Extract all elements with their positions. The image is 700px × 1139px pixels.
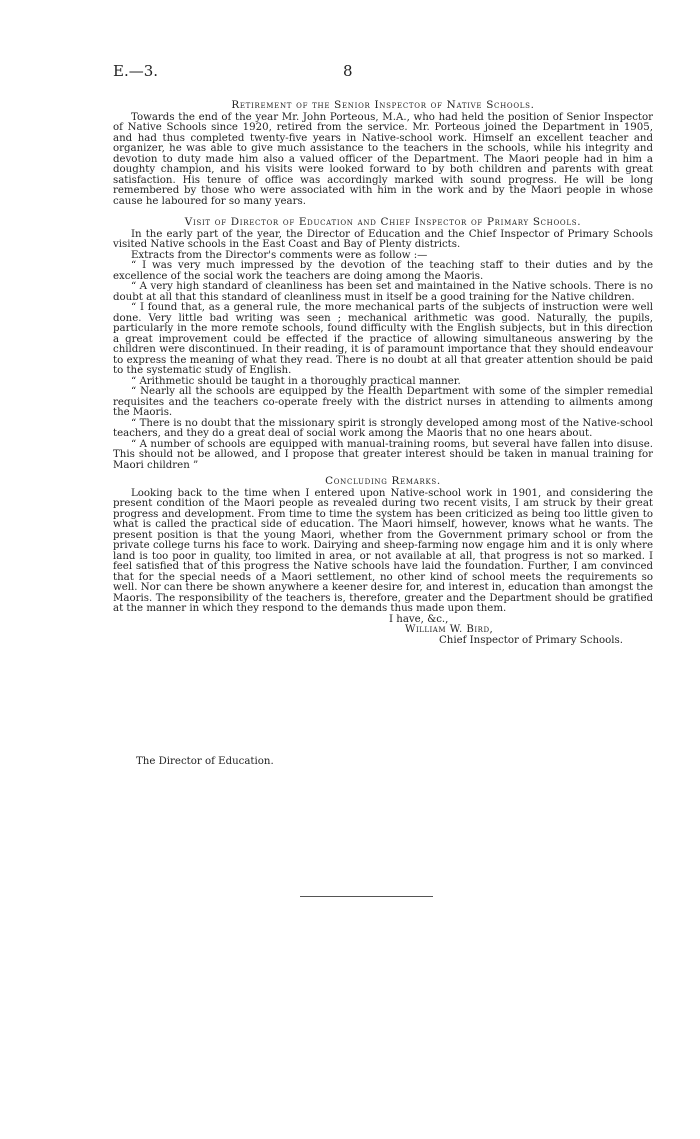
paragraph: Extracts from the Director's comments were as follow :—	[131, 249, 428, 261]
signature-block	[113, 615, 653, 647]
section-heading: Visit of Director of Education and Chief Inspector of Primary Schools.	[184, 216, 582, 228]
section-visit	[113, 217, 653, 471]
page-number: 8	[343, 62, 353, 80]
paragraph: Towards the end of the year Mr. John Porteous, M.A., who had held the position of Senior Inspector of Native Schools since 1920, retired from the service. Mr. Porteous joined the Department in 1905, and had thus completed twenty-five years in Native-school work. Himself an excellent teacher and organizer, he was able to give much assistance to the teachers in the schools, while his integrity and devotion to duty made him also a valued officer of the Department. The Maori people had in him a doughty champion, and his visits were looked forward to by both children and parents with great satisfaction. His tenure of office was accordingly marked with sound progress. He will be long remembered by those who were associated with him in the work and by the Maori people in whose cause he laboured for so many years.	[113, 111, 653, 207]
report-code: E.—3.	[113, 62, 159, 80]
paragraph: In the early part of the year, the Director of Education and the Chief Inspector of Primary Schools visited Native schools in the East Coast and Bay of Plenty districts.	[113, 228, 653, 250]
section-concluding	[113, 476, 653, 615]
quote-paragraph: “ Arithmetic should be taught in a thoroughly practical manner.	[131, 375, 461, 387]
section-heading: Retirement of the Senior Inspector of Native Schools.	[231, 99, 535, 111]
section-heading: Concluding Remarks.	[325, 475, 441, 487]
addressee: The Director of Education.	[136, 756, 274, 767]
signatory-name: William W. Bird,	[405, 624, 494, 635]
quote-paragraph: “ A very high standard of cleanliness has been set and maintained in the Native schools. There is no doubt at all that this standard of cleanliness must in itself be a good training for the Native children.	[113, 281, 653, 303]
signatory-title: Chief Inspector of Primary Schools.	[439, 634, 624, 646]
quote-paragraph: “ There is no doubt that the missionary spirit is strongly developed among most of the Native-school teachers, and they do a great deal of social work among the Maoris that no one hears about.	[113, 417, 653, 439]
quote-paragraph: “ Nearly all the schools are equipped by the Health Department with some of the simpler remedial requisites and the teachers co-operate freely with the district nurses in attending to ailments among the Maoris.	[113, 386, 653, 418]
paragraph: Looking back to the time when I entered upon Native-school work in 1901, and considering the present condition of the Maori people as revealed during two recent visits, I am struck by their great progress and development. From time to time the system has been criticized as being too little given to what is called the practical side of education. The Maori himself, however, knows what he wants. The present position is that the young Maori, whether from the Government primary school or from the private college turns his face to work. Dairying and sheep-farming now engage him and it is only where land is too poor in quality, too limited in area, or not available at all, that progress is not so marked. I feel satisfied that of this progress the Native schools have laid the foundation. Further, I am convinced that for the special needs of a Maori settlement, no other kind of school meets the requirements so well. Nor can there be shown anywhere a keener desire for, and interest in, education than amongst the Maoris. The responsibility of the teachers is, therefore, greater and the Department should be gratified at the manner in which they respond to the demands thus made upon them.	[113, 487, 653, 614]
quote-paragraph: “ I was very much impressed by the devotion of the teaching staff to their duties and by the excellence of the social work the teachers are doing among the Maoris.	[113, 260, 653, 282]
page-header	[113, 62, 653, 82]
document-body	[113, 100, 653, 646]
closing-rule	[300, 896, 433, 897]
quote-paragraph: “ I found that, as a general rule, the more mechanical parts of the subjects of instruction were well done. Very little bad writing was seen ; mechanical arithmetic was good. Naturally, the pupils, particularly in the more remote schools, found difficulty with the English subjects, but in this direction a great improvement could be effected if the practice of allowing simultaneous answering by the children were discontinued. In their reading, it is of paramount importance that they should endeavour to express the meaning of what they read. There is no doubt at all that greater attention should be paid to the systematic study of English.	[113, 302, 653, 376]
section-retirement	[113, 100, 653, 207]
closing-line: I have, &c.,	[389, 613, 449, 625]
quote-paragraph: “ A number of schools are equipped with manual-training rooms, but several have fallen into disuse. This should not be allowed, and I propose that greater interest should be taken in manual training for Maori children ”	[113, 438, 653, 471]
